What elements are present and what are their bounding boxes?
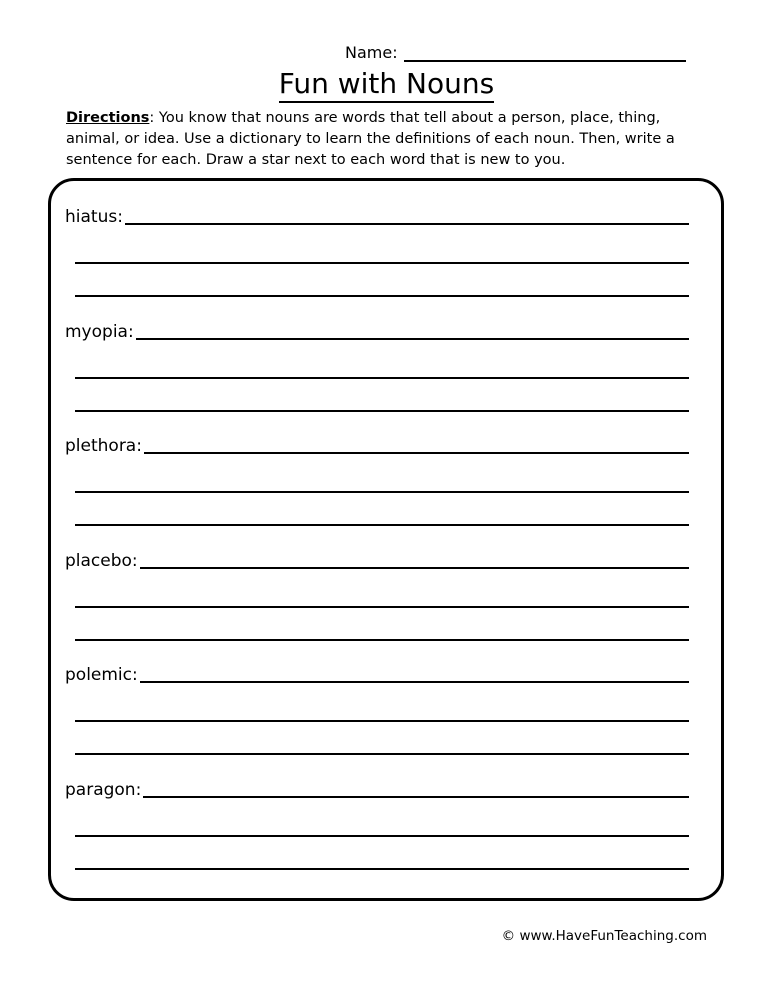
entry-header bbox=[65, 195, 703, 229]
page-title-text: Fun with Nouns bbox=[279, 67, 494, 103]
entry-write-line[interactable] bbox=[75, 720, 689, 722]
directions-label: Directions bbox=[66, 110, 150, 126]
entry-header bbox=[65, 768, 703, 802]
entry-word-label: hiatus: bbox=[65, 207, 123, 227]
page-title bbox=[0, 68, 773, 100]
answer-box bbox=[48, 178, 724, 901]
entry-write-line[interactable] bbox=[125, 223, 689, 225]
name-input-blank[interactable] bbox=[404, 45, 686, 62]
directions-paragraph bbox=[66, 108, 706, 171]
entry-item bbox=[65, 539, 703, 654]
entry-header bbox=[65, 539, 703, 573]
entry-write-line[interactable] bbox=[75, 606, 689, 608]
footer-copyright: © www.HaveFunTeaching.com bbox=[501, 928, 707, 944]
name-label: Name: bbox=[345, 43, 398, 62]
entry-write-line[interactable] bbox=[75, 524, 689, 526]
entry-header bbox=[65, 653, 703, 687]
entry-write-line[interactable] bbox=[140, 567, 689, 569]
entry-header bbox=[65, 310, 703, 344]
entry-word-label: plethora: bbox=[65, 436, 142, 456]
entry-write-line[interactable] bbox=[144, 452, 689, 454]
entry-word-label: polemic: bbox=[65, 665, 138, 685]
entry-write-line[interactable] bbox=[75, 262, 689, 264]
entry-list bbox=[51, 181, 721, 898]
entry-item bbox=[65, 768, 703, 883]
name-field-row bbox=[345, 44, 686, 62]
entry-write-line[interactable] bbox=[75, 410, 689, 412]
entry-write-line[interactable] bbox=[75, 835, 689, 837]
entry-word-label: placebo: bbox=[65, 550, 138, 571]
entry-word-label: myopia: bbox=[65, 321, 134, 342]
entry-write-line[interactable] bbox=[75, 639, 689, 641]
entry-write-line[interactable] bbox=[75, 753, 689, 755]
entry-word-label: paragon: bbox=[65, 779, 142, 800]
entry-item bbox=[65, 653, 703, 768]
entry-write-line[interactable] bbox=[136, 338, 689, 340]
entry-write-line[interactable] bbox=[75, 491, 689, 493]
entry-write-line[interactable] bbox=[75, 377, 689, 379]
entry-write-line[interactable] bbox=[143, 796, 689, 798]
entry-header bbox=[65, 424, 703, 458]
entry-item bbox=[65, 424, 703, 539]
entry-write-line[interactable] bbox=[140, 681, 689, 683]
entry-write-line[interactable] bbox=[75, 868, 689, 870]
directions-text: : You know that nouns are words that tell about a person, place, thing, animal, or idea. Use a dictionary to learn the definitions of each noun. Then, write a sentence for each. Draw a star next to each word that is new to you. bbox=[66, 110, 675, 168]
entry-item bbox=[65, 310, 703, 425]
entry-write-line[interactable] bbox=[75, 295, 689, 297]
entry-item bbox=[65, 195, 703, 310]
